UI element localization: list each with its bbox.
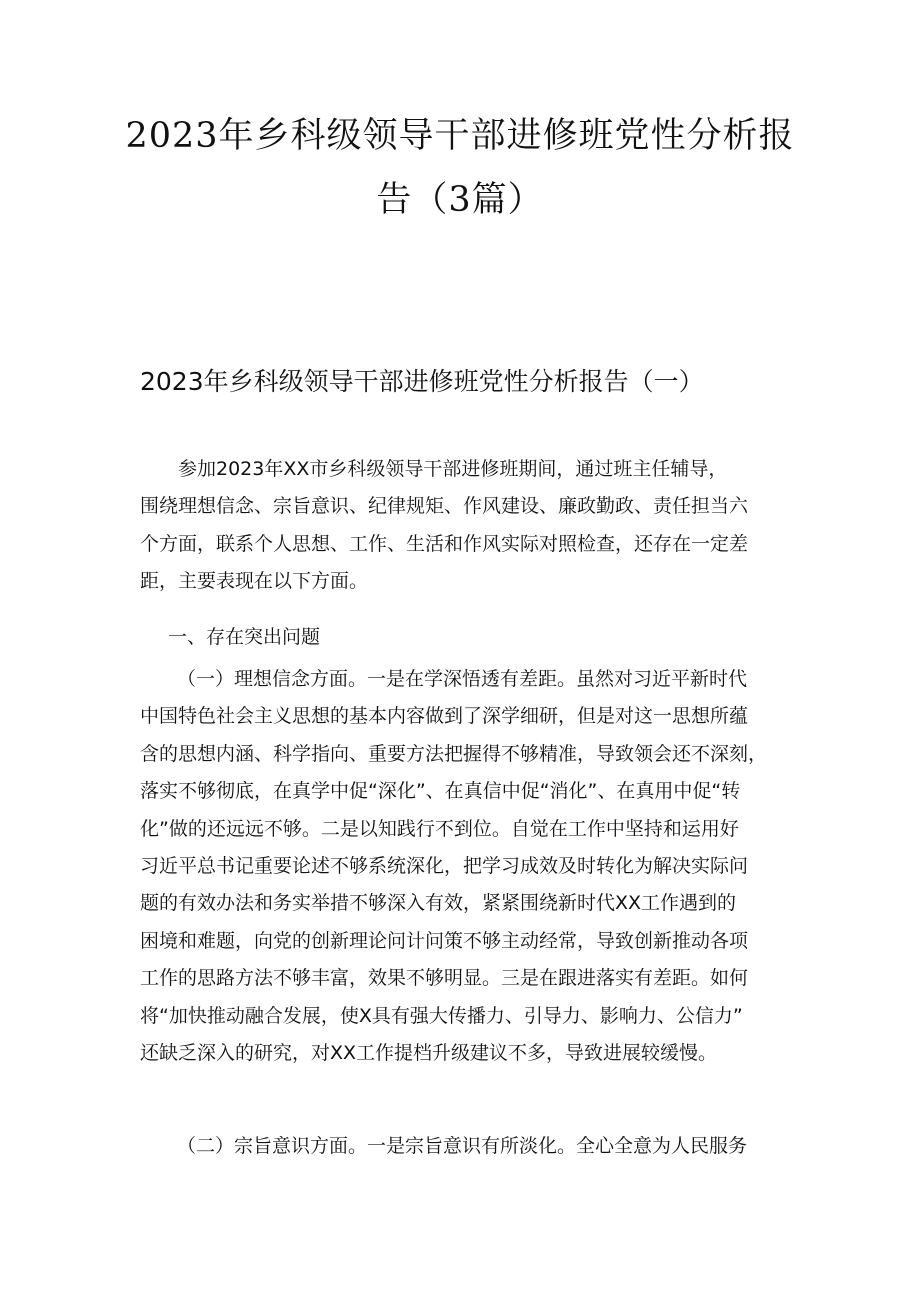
text-line: 困境和难题，向党的创新理论问计问策不够主动经常，导致创新推动各项 <box>140 929 749 952</box>
section-heading: 2023年乡科级领导干部进修班党性分析报告（一） <box>140 367 704 396</box>
text-line: 题的有效办法和务实举措不够深入有效，紧紧围绕新时代XX工作遇到的 <box>140 892 737 915</box>
text-line: （二）宗旨意识方面。一是宗旨意识有所淡化。全心全意为人民服务 <box>177 1135 748 1157</box>
text-line: 围绕理想信念、宗旨意识、纪律规矩、作风建设、廉政勤政、责任担当六 <box>140 495 749 518</box>
document-title-line-1: 2023年乡科级领导干部进修班党性分析报 <box>125 116 795 156</box>
text-line: 中国特色社会主义思想的基本内容做到了深学细研，但是对这一思想所蕴 <box>140 705 749 728</box>
text-line: 含的思想内涵、科学指向、重要方法把握得不够精准，导致领会还不深刻， <box>140 742 768 765</box>
text-line: 习近平总书记重要论述不够系统深化，把学习成效及时转化为解决实际问 <box>140 855 749 878</box>
paragraph-intro <box>140 451 800 601</box>
text-line: 还缺乏深入的研究，对XX工作提档升级建议不多，导致进展较缓慢。 <box>140 1042 718 1065</box>
text-line: 落实不够彻底，在真学中促“深化”、在真信中促“消化”、在真用中促“转 <box>140 780 741 803</box>
subheading-problems <box>140 619 800 656</box>
text-line: 距，主要表现在以下方面。 <box>140 570 369 593</box>
text-line: 将“加快推动融合发展，使X具有强大传播力、引导力、影响力、公信力” <box>140 1004 743 1027</box>
paragraph-ideals <box>140 661 800 1072</box>
text-line: 参加2023年XX市乡科级领导干部进修班期间，通过班主任辅导， <box>178 458 728 480</box>
text-line: 工作的思路方法不够丰富，效果不够明显。三是在跟进落实有差距。如何 <box>140 967 749 990</box>
text-line: 个方面，联系个人思想、工作、生活和作风实际对照检查，还存在一定差 <box>140 532 749 555</box>
text-line: （一）理想信念方面。一是在学深悟透有差距。虽然对习近平新时代 <box>177 668 748 690</box>
text-line: 化”做的还远远不够。二是以知践行不到位。自觉在工作中坚持和运用好 <box>140 817 739 840</box>
document-title-line-2: 告（3篇） <box>376 180 544 220</box>
paragraph-purpose <box>140 1128 800 1165</box>
text-line: 一、存在突出问题 <box>168 626 321 648</box>
